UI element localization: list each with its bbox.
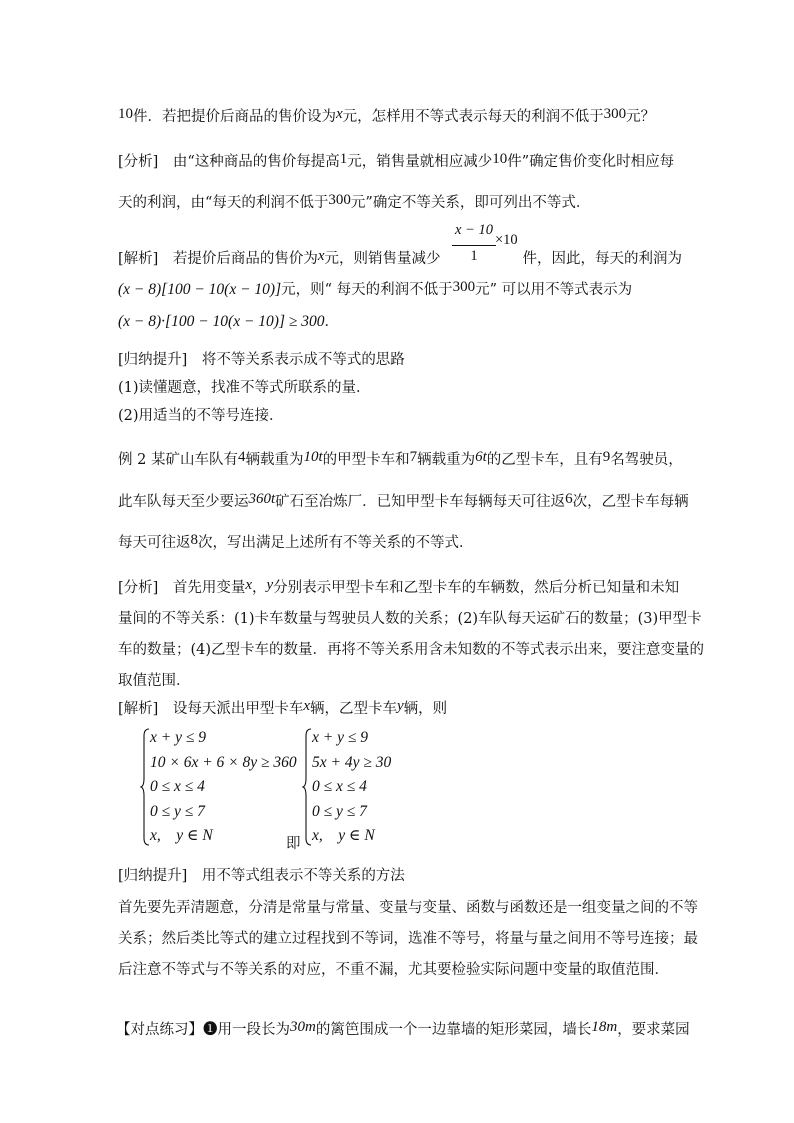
text-line-9: (2)用适当的不等号连接．	[118, 408, 284, 424]
system-2-row: 0 ≤ y ≤ 7	[312, 802, 367, 820]
method-line-1: 首先要先弄清题意，分清是常量与常量、变量与变量、函数与函数还是一组变量之间的不等	[118, 900, 698, 916]
system-1-row: x, y ∈ N	[150, 827, 213, 844]
text-line-8: (1)读懂题意，找准不等式所联系的量．	[118, 380, 371, 396]
inequality-system-2	[312, 726, 391, 849]
method-line-2: 关系；然后类比等式的建立过程找到不等词，选准不等号，将量与量之间用不等号连接；最	[118, 931, 698, 947]
analysis-line-1: [分析] 首先用变量x，y分别表示甲型卡车和乙型卡车的车辆数，然后分析已知量和未知	[118, 577, 680, 596]
example-2-line-1: 例 2 某矿山车队有4辆载重为10t的甲型卡车和7辆载重为6t的乙型卡车，且有9名驾驶员，	[118, 449, 683, 468]
system-1-row: 10 × 6x + 6 × 8y ≥ 360	[150, 753, 297, 771]
text-line-2: [分析] 由“这种商品的售价每提高1元，销售量就相应减少10件”确定售价变化时相应每	[118, 151, 675, 170]
heading-summary-2: [归纳提升] 用不等式组表示不等关系的方法	[118, 868, 405, 884]
analysis-line-2: 量间的不等关系：(1)卡车数量与驾驶员人数的关系；(2)车队每天运矿石的数量；(3)甲型卡	[118, 611, 702, 627]
text-line-3: 天的利润，由“每天的利润不低于300元”确定不等关系，即可列出不等式．	[118, 192, 591, 211]
text-line-1: 10件．若把提价后商品的售价设为x元，怎样用不等式表示每天的利润不低于300元？	[118, 106, 656, 125]
inequality-system-1	[150, 726, 297, 849]
example-2-line-3: 每天可往返8次，写出满足上述所有不等关系的不等式．	[118, 532, 474, 551]
document-page: 10件．若把提价后商品的售价设为x元，怎样用不等式表示每天的利润不低于300元？ [分析] 由“这种商品的售价每提高1元，销售量就相应减少10件”确定售价变化时相应每 天的利润，由“每天的利润不低于300元”确定不等关系，即可列出不等式． x − 10 1 ×10 [解析] 若提价后商品的售价为x元，则销售量减少 件，因此，每天的利润为 (x − 8)[100 − 10(x − 10)]元，则“ 每天的利润不低于300元” 可以用不等式表示为 (x − 8)·[100 − 10(x − 10)] ≥ 300． [归纳提升] 将不等关系表示成不等式的思路 (1)读懂题意，找准不等式所联系的量． (2)用适当的不等号连接． 例 2 某矿山车队有4辆载重为10t的甲型卡车和7辆载重为6t的乙型卡车，且有9名驾驶员， 此车队每天至少要运360t矿石至冶炼厂．已知甲型卡车每辆每天可往返6次，乙型卡车每辆 每天可往返8次，写出满足上述所有不等关系的不等式． [分析] 首先用变量x，y分别表示甲型卡车和乙型卡车的车辆数，然后分析已知量和未知 量间的不等关系：(1)卡车数量与驾驶员人数的关系；(2)车队每天运矿石的数量；(3)甲型卡 车的数量；(4)乙型卡车的数量．再将不等关系用含未知数的不等式表示出来，要注意变量的 取值范围． [解析] 设每天派出甲型卡车x辆，乙型卡车y辆，则 x + y ≤ 9 10 × 6x + 6 × 8y ≥ 360 0 ≤ x ≤ 4 0 ≤ y ≤ 7 x, y ∈ N 即 x + y ≤ 9 5x + 4y ≥ 30 0 ≤ x ≤ 4 0 ≤ y ≤ 7 x, y ∈ N [归纳提升] 用不等式组表示不等关系的方法 首先要先弄清题意，分清是常量与常量、变量与变量、函数与函数还是一组变量之间的不等 关系；然后类比等式的建立过程找到不等词，选准不等号，将量与量之间用不等号连接；最 后注意不等式与不等关系的对应，不重不漏，尤其要检验实际问题中变量的取值范围． 【对点练习】❶用一段长为30m的篱笆围成一个一边靠墙的矩形菜园，墙长18m，要求菜园	[116, 106, 705, 1038]
system-1-row: 0 ≤ x ≤ 4	[150, 778, 205, 795]
left-brace-icon	[140, 728, 150, 846]
analysis-line-3: 车的数量；(4)乙型卡车的数量．再将不等关系用含未知数的不等式表示出来，要注意变量的	[118, 642, 705, 658]
text-line-6: (x − 8)·[100 − 10(x − 10)] ≥ 300．	[118, 313, 339, 330]
system-2-row: x + y ≤ 9	[312, 729, 368, 746]
system-1-row: x + y ≤ 9	[150, 729, 206, 746]
system-2-row: 0 ≤ x ≤ 4	[312, 778, 367, 795]
system-2-row: 5x + 4y ≥ 30	[312, 753, 392, 771]
analysis-line-4: 取值范围．	[118, 673, 191, 689]
left-brace-icon	[302, 728, 312, 846]
heading-summary-1: [归纳提升] 将不等关系表示成不等式的思路	[118, 352, 405, 368]
therefore-label: 即	[286, 836, 301, 852]
system-2-row: x, y ∈ N	[312, 827, 375, 844]
fraction-bar	[452, 245, 496, 246]
text-line-5: (x − 8)[100 − 10(x − 10)]元，则“ 每天的利润不低于300元” 可以用不等式表示为	[118, 279, 633, 298]
example-2-line-2: 此车队每天至少要运360t矿石至冶炼厂．已知甲型卡车每辆每天可往返6次，乙型卡车每辆	[118, 491, 689, 510]
solution-line-1: [解析] 设每天派出甲型卡车x辆，乙型卡车y辆，则	[118, 698, 448, 717]
text-line-4: [解析] 若提价后商品的售价为x元，则销售量减少 件，因此，每天的利润为	[118, 248, 682, 267]
method-line-3: 后注意不等式与不等关系的对应，不重不漏，尤其要检验实际问题中变量的取值范围．	[118, 962, 669, 978]
practice-line-1: 【对点练习】❶用一段长为30m的篱笆围成一个一边靠墙的矩形菜园，墙长18m，要求菜园	[116, 1019, 690, 1038]
system-1-row: 0 ≤ y ≤ 7	[150, 802, 205, 820]
